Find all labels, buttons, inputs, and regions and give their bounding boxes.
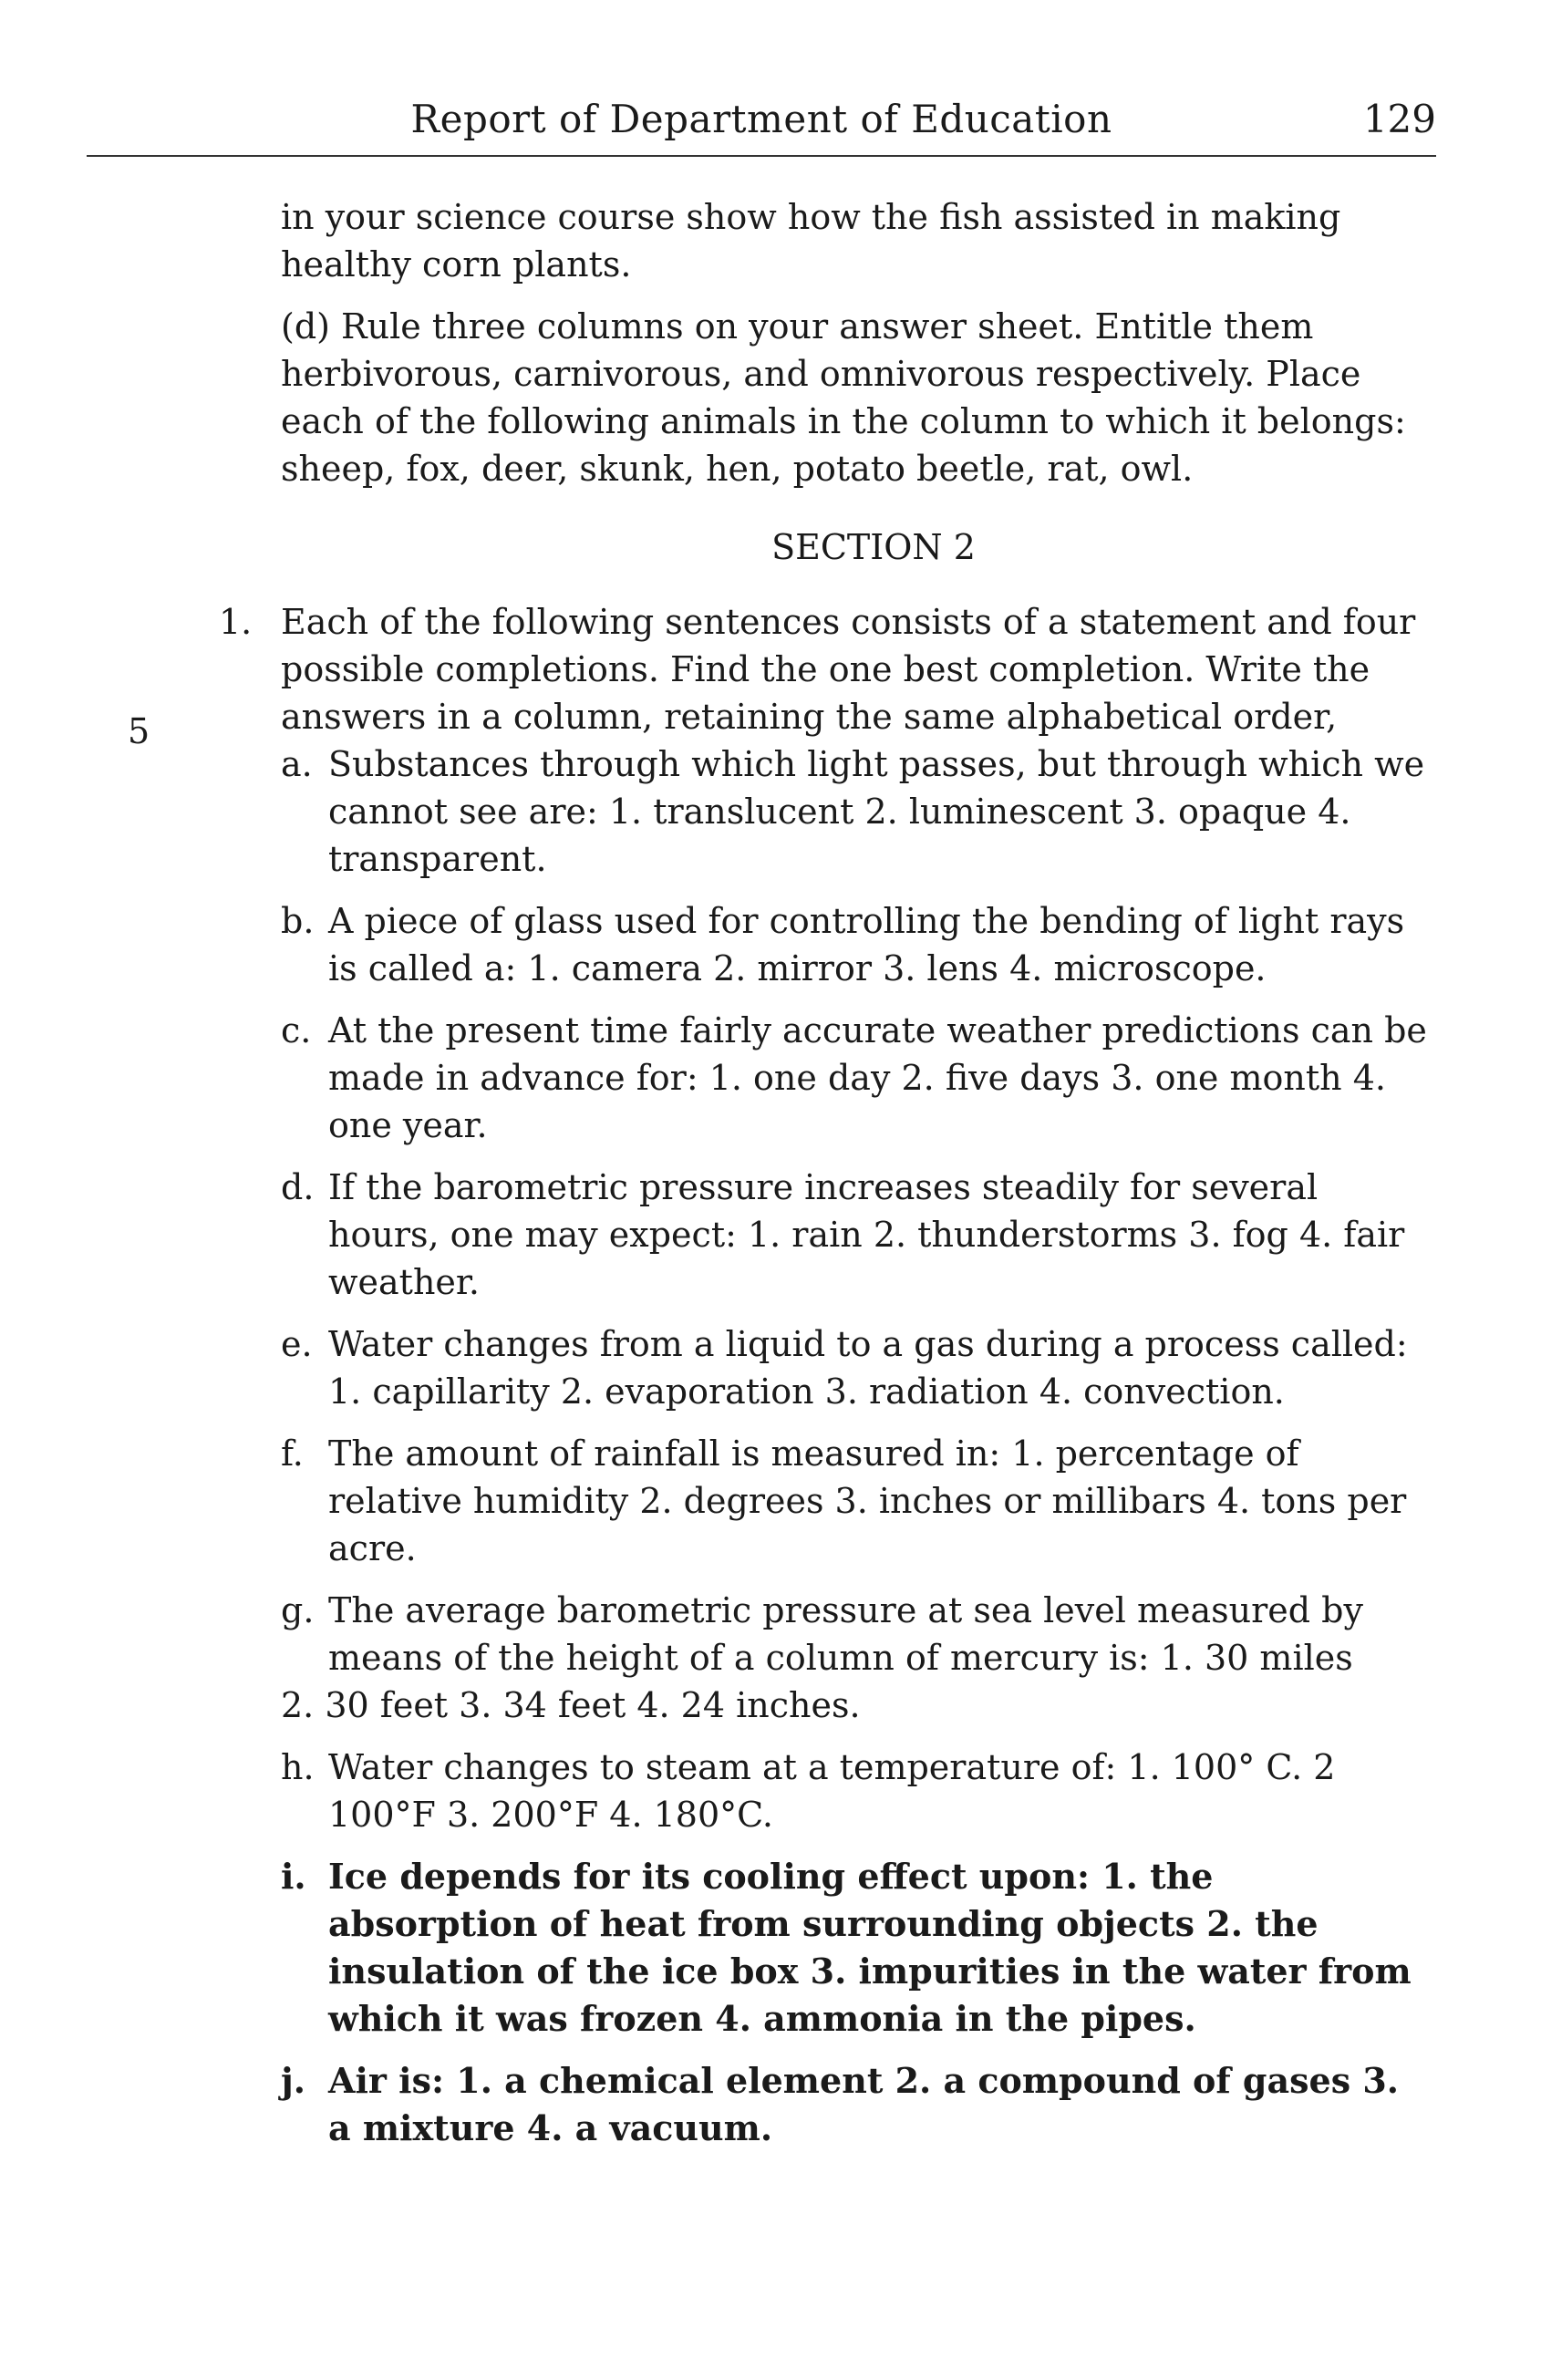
list-item <box>281 1320 1430 1415</box>
page-body <box>219 193 1430 2167</box>
item-text-wrap: 2. 30 feet 3. 34 feet 4. 24 inches. <box>281 1685 861 1725</box>
item-letter: g. <box>281 1590 315 1630</box>
list-item <box>281 1007 1430 1149</box>
list-item <box>281 740 1430 883</box>
item-text: A piece of glass used for controlling the bending of light rays is called a: 1. camera 2. mirror 3. lens 4. microscope. <box>328 901 1405 988</box>
item-letter: h. <box>281 1747 315 1787</box>
item-text: Substances through which light passes, but through which we cannot see are: 1. translucent 2. luminescent 3. opaque 4. transparent. <box>328 744 1425 879</box>
item-text: Water changes from a liquid to a gas during a process called: 1. capillarity 2. evaporation 3. radiation 4. convection. <box>328 1324 1408 1412</box>
page-number: 129 <box>1362 97 1436 141</box>
margin-line-number: 5 <box>128 711 150 751</box>
list-item <box>281 897 1430 992</box>
item-letter: d. <box>281 1167 315 1207</box>
continuation-paragraph: in your science course show how the fish assisted in making healthy corn plants. <box>281 197 1341 285</box>
item-text: The amount of rainfall is measured in: 1. percentage of relative humidity 2. degrees 3. inches or millibars 4. tons per acre. <box>328 1433 1407 1568</box>
item-text: Air is: 1. a chemical element 2. a compound of gases 3. a mixture 4. a vacuum. <box>328 2060 1399 2148</box>
item-text: At the present time fairly accurate weather predictions can be made in advance for: 1. one day 2. five days 3. one month 4. one year. <box>328 1010 1427 1145</box>
item-letter: a. <box>281 744 313 784</box>
running-title: Report of Department of Education <box>410 97 1112 141</box>
list-item <box>281 1853 1430 2043</box>
section-heading: SECTION 2 <box>771 527 976 567</box>
question-1 <box>219 598 1430 740</box>
list-item <box>281 1744 1430 1838</box>
part-d-paragraph: (d) Rule three columns on your answer sheet. Entitle them herbivorous, carnivorous, and omnivorous respectively. Place each of the following animals in the column to which it belongs: sheep, fox, deer, skunk, hen, potato beetle, rat, owl. <box>281 306 1406 489</box>
list-item <box>281 1587 1430 1729</box>
question-number: 1. <box>219 602 253 642</box>
item-text: If the barometric pressure increases steadily for several hours, one may expect: 1. rain 2. thunderstorms 3. fog 4. fair weather. <box>328 1167 1405 1302</box>
item-letter: b. <box>281 901 315 941</box>
item-letter: c. <box>281 1010 312 1050</box>
item-text: Ice depends for its cooling effect upon: 1. the absorption of heat from surrounding objects 2. the insulation of the ice box 3. impurities in the water from which it was frozen 4. ammonia in the pipes. <box>328 1856 1412 2039</box>
list-item <box>281 2057 1430 2152</box>
item-text: Water changes to steam at a temperature of: 1. 100° C. 2 100°F 3. 200°F 4. 180°C. <box>328 1747 1336 1835</box>
item-letter: f. <box>281 1433 304 1474</box>
header-rule <box>87 155 1436 157</box>
list-item <box>281 1164 1430 1306</box>
question-instructions: Each of the following sentences consists of a statement and four possible completions. Find the one best completion. Write the answers in a column, retaining the same alphabetical order, <box>281 602 1416 737</box>
page-header <box>87 91 1436 164</box>
list-item <box>281 1430 1430 1572</box>
item-text: The average barometric pressure at sea level measured by means of the height of a column of mercury is: 1. 30 miles <box>328 1590 1363 1678</box>
item-letter: j. <box>281 2060 305 2101</box>
item-letter: e. <box>281 1324 313 1364</box>
item-letter: i. <box>281 1856 306 1897</box>
completion-items <box>281 740 1430 2152</box>
